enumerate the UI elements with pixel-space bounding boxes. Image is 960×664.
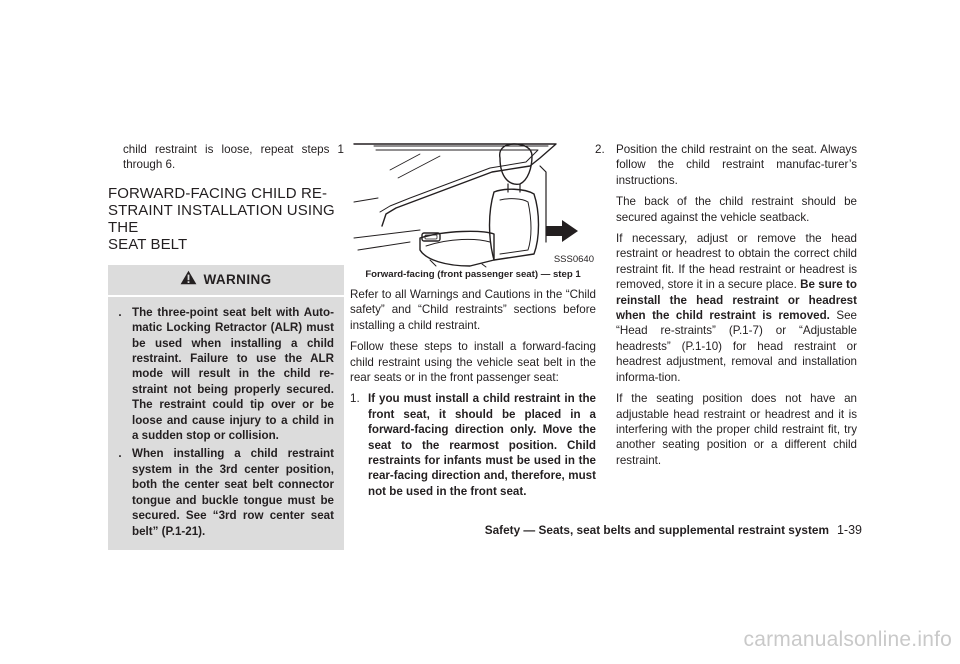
section-title-line-3: SEAT BELT (108, 235, 188, 253)
page-number: 1-39 (836, 523, 862, 537)
paragraph-text: If necessary, adjust or remove the head restraint or headrest to obtain the correct child restraint fit. If the head restraint or headrest is removed, store it in a secure place. (616, 232, 857, 292)
warning-bullet-text: The three-point seat belt with Auto-matic Locking Retractor (ALR) must be used when installing a child restraint. Failure to use the ALR mode will result in the child re-straint not being properly secured. The restraint could tip over or be loose and cause injury to a child in a sudden stop or collision. (132, 305, 334, 443)
warning-title: WARNING (203, 272, 272, 288)
step-number: 1. (350, 392, 360, 406)
paragraph-text: See “Head re-straints” (P.1-7) or “Adjustable headrests” (P.1-10) for head restraint or headrest adjustment, removal and installation informa-tion. (616, 309, 857, 384)
paragraph-emphasis: Be sure to reinstall the head restraint or headrest when the child restraint is removed. (616, 278, 857, 323)
section-title-line-2: STRAINT INSTALLATION USING THE (108, 201, 335, 236)
bullet-dot: . (118, 305, 122, 319)
bullet-dot: . (118, 447, 122, 461)
step-2 (595, 142, 857, 188)
watermark: carmanualsonline.info (743, 628, 952, 651)
section-title (108, 185, 344, 253)
column-1 (108, 142, 344, 550)
warning-body (108, 297, 344, 550)
column-2 (350, 142, 596, 499)
warning-header (108, 265, 344, 295)
figure-caption: Forward-facing (front passenger seat) — step 1 (365, 269, 581, 280)
page-footer (0, 523, 862, 537)
step-number: 2. (595, 143, 605, 156)
warning-bullet-text: When installing a child restraint system in the 3rd center position, both the center seat belt connector tongue and buckle tongue must be secured. See “3rd row center seat belt” (P.1-21). (132, 447, 334, 538)
warning-bullet (108, 305, 334, 444)
warning-triangle-icon (180, 270, 197, 289)
column-3 (595, 142, 857, 468)
paragraph: Follow these steps to install a forward-facing child restraint using the vehicle seat belt in the rear seats or in the front passenger seat: (350, 340, 596, 385)
paragraph (616, 231, 857, 385)
step-text: Position the child restraint on the seat. Always follow the child restraint manufac-turer’s instructions. (616, 143, 857, 187)
footer-section: Safety — Seats, seat belts and supplemental restraint system (484, 523, 829, 537)
step-1 (350, 391, 596, 499)
figure-code: SSS0640 (553, 253, 594, 265)
paragraph: Refer to all Warnings and Cautions in the “Child safety” and “Child restraints” sections before installing a child restraint. (350, 288, 596, 332)
continued-text: child restraint is loose, repeat steps 1 through 6. (123, 143, 344, 172)
paragraph: If the seating position does not have an adjustable head restraint or headrest and it is interfering with the proper child restraint fit, try another seating position or a different child restraint. (616, 392, 857, 467)
step-text: If you must install a child restraint in the front seat, it should be placed in a forward-facing direction only. Move the seat to the rearmost position. Child restraints for infants must be used in the rear-facing direction and, therefore, must not be used in the front seat. (368, 392, 596, 498)
section-title-line-1: FORWARD-FACING CHILD RE- (108, 184, 328, 202)
paragraph: The back of the child restraint should be secured against the vehicle seatback. (616, 195, 857, 224)
seat-illustration (350, 142, 596, 268)
